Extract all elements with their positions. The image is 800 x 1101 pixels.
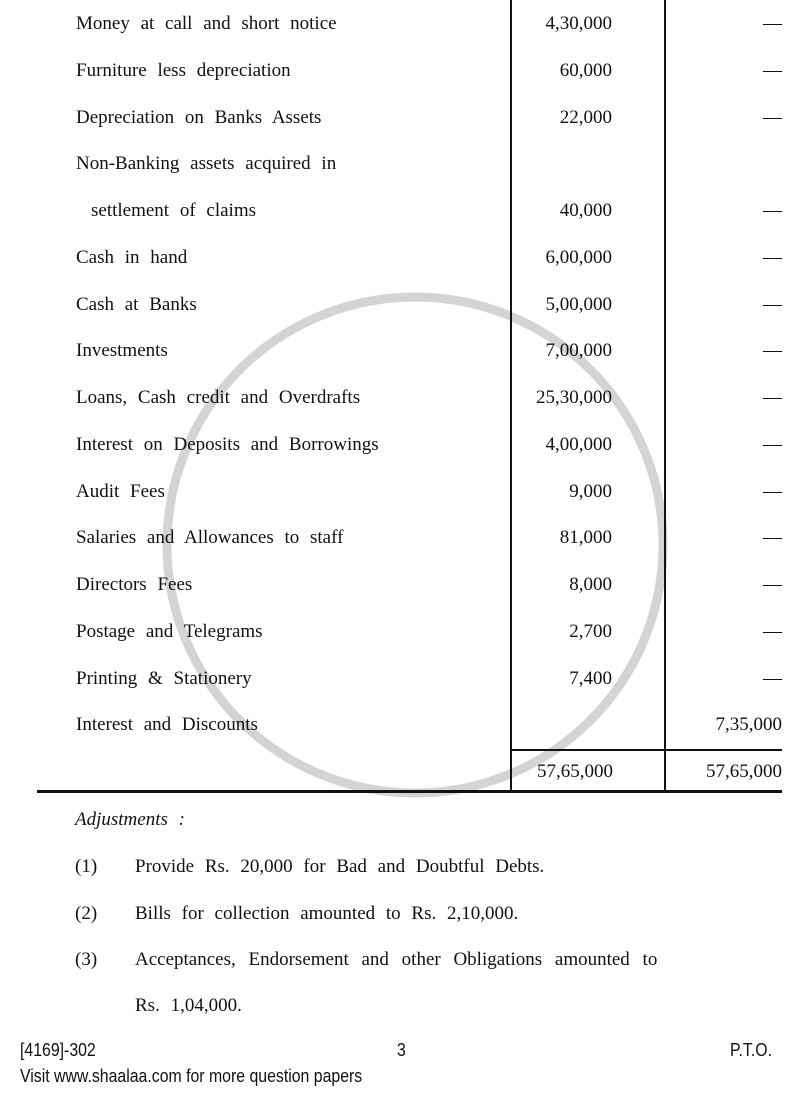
- row-debit: 7,400: [569, 667, 612, 689]
- row-debit: 60,000: [559, 59, 612, 81]
- table-row: [0, 386, 800, 416]
- row-label: settlement of claims: [91, 200, 257, 221]
- row-debit: 6,00,000: [545, 246, 612, 268]
- table-row: [0, 480, 800, 510]
- adjustment-text-2: Bills for collection amounted to Rs. 2,10,000.: [135, 903, 519, 924]
- adjustment-text-3-cont: Rs. 1,04,000.: [135, 995, 242, 1016]
- row-credit: —: [763, 246, 782, 268]
- total-rule: [511, 749, 782, 751]
- table-row: [0, 526, 800, 556]
- pto-label: P.T.O.: [730, 1040, 772, 1060]
- adjustments-heading: Adjustments :: [75, 809, 185, 830]
- row-credit: —: [763, 387, 782, 408]
- visit-link[interactable]: Visit www.shaalaa.com for more question papers: [20, 1066, 363, 1086]
- row-label: Investments: [76, 340, 168, 362]
- row-label: Directors Fees: [76, 574, 193, 595]
- table-row: [0, 713, 800, 743]
- table-row: [0, 106, 800, 136]
- row-credit: —: [763, 200, 782, 221]
- total-debit: 57,65,000: [537, 761, 613, 782]
- row-credit: —: [763, 574, 782, 595]
- row-label: Interest and Discounts: [76, 714, 258, 736]
- adjustment-num-1: (1): [75, 856, 98, 877]
- row-credit: —: [763, 59, 782, 81]
- row-credit: —: [763, 13, 782, 34]
- row-label: Depreciation on Banks Assets: [76, 106, 322, 128]
- total-credit: 57,65,000: [706, 761, 782, 782]
- adjustment-num-2: (2): [75, 903, 98, 924]
- row-debit: 4,00,000: [545, 433, 612, 455]
- row-label: Loans, Cash credit and Overdrafts: [76, 387, 361, 408]
- totals-row: [0, 760, 800, 790]
- row-label: Cash at Banks: [76, 293, 197, 315]
- row-debit: 25,30,000: [536, 387, 612, 408]
- row-credit: —: [763, 340, 782, 362]
- table-row: [0, 620, 800, 650]
- table-row: [0, 152, 800, 182]
- table-row: [0, 339, 800, 369]
- adjustment-num-3: (3): [75, 949, 98, 970]
- table-row: [0, 199, 800, 229]
- row-label: Postage and Telegrams: [76, 620, 263, 642]
- row-label: Audit Fees: [76, 480, 165, 502]
- table-row: [0, 667, 800, 697]
- row-label: Salaries and Allowances to staff: [76, 527, 344, 549]
- row-debit: 40,000: [559, 200, 612, 221]
- row-credit: —: [763, 667, 782, 689]
- table-row: [0, 246, 800, 276]
- row-debit: 7,00,000: [545, 340, 612, 362]
- row-debit: 22,000: [559, 106, 612, 128]
- table-row: [0, 573, 800, 603]
- row-debit: 5,00,000: [545, 293, 612, 315]
- row-credit: —: [763, 293, 782, 315]
- table-row: [0, 59, 800, 89]
- table-bottom-rule: [37, 790, 782, 793]
- table-row: [0, 433, 800, 463]
- row-label: Interest on Deposits and Borrowings: [76, 433, 379, 455]
- row-debit: 81,000: [559, 527, 612, 549]
- row-credit: 7,35,000: [715, 714, 782, 736]
- row-debit: 8,000: [569, 574, 612, 595]
- row-credit: —: [763, 527, 782, 549]
- row-credit: —: [763, 106, 782, 128]
- row-credit: —: [763, 480, 782, 502]
- adjustment-text-1: Provide Rs. 20,000 for Bad and Doubtful Debts.: [135, 856, 545, 877]
- row-label: Non-Banking assets acquired in: [76, 153, 337, 175]
- row-debit: 9,000: [569, 480, 612, 502]
- table-row: [0, 12, 800, 42]
- paper-code: [4169]-302: [20, 1040, 96, 1060]
- row-debit: 2,700: [569, 620, 612, 642]
- row-debit: 4,30,000: [545, 13, 612, 34]
- adjustment-text-3: Acceptances, Endorsement and other Obligations amounted to: [135, 949, 658, 970]
- table-row: [0, 293, 800, 323]
- row-credit: —: [763, 433, 782, 455]
- row-label: Money at call and short notice: [76, 13, 337, 34]
- page-number: 3: [397, 1040, 406, 1060]
- row-label: Furniture less depreciation: [76, 59, 291, 81]
- row-label: Cash in hand: [76, 246, 188, 268]
- row-credit: —: [763, 620, 782, 642]
- row-label: Printing & Stationery: [76, 667, 252, 689]
